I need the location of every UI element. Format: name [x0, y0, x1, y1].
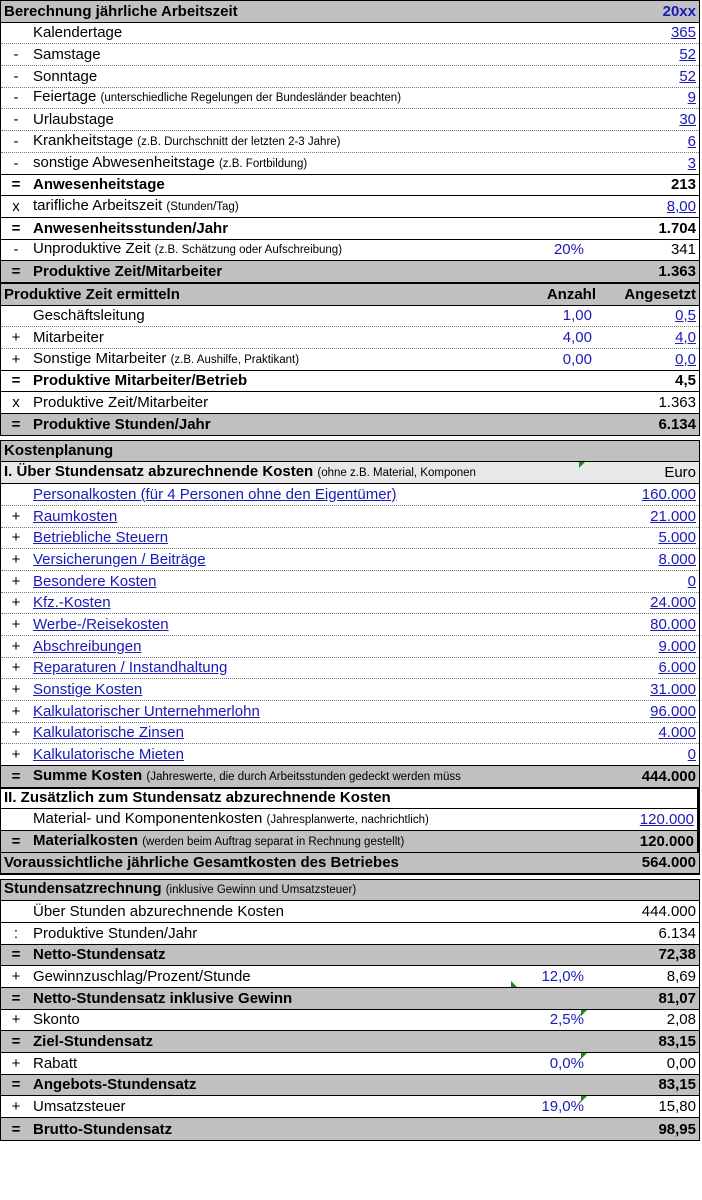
cost-link[interactable]: Kfz.-Kosten	[33, 594, 111, 612]
table-row: Geschäftsleitung 1,00 0,5	[1, 306, 699, 328]
cost-link[interactable]: Kalkulatorischer Unternehmerlohn	[33, 702, 260, 720]
result-row: = Ziel-Stundensatz 83,15	[1, 1031, 699, 1053]
section-header	[1, 1, 699, 23]
cost-link[interactable]: Reparaturen / Instandhaltung	[33, 659, 228, 677]
input-cell[interactable]: 4,00	[562, 329, 592, 346]
section-title: Stundensatzrechnung	[4, 880, 162, 898]
cost-link[interactable]: Sonstige Kosten	[33, 681, 143, 698]
section-arbeitszeit	[0, 0, 700, 283]
table-row: + Versicherungen / Beiträge 8.000	[1, 549, 699, 571]
table-row: + Raumkosten 21.000	[1, 506, 699, 528]
table-row: Material- und Komponentenkosten (Jahresplanwerte, nachrichtlich) 120.000	[1, 809, 699, 831]
cost-link[interactable]: Betriebliche Steuern	[33, 529, 169, 547]
result-row: = Netto-Stundensatz 72,38	[1, 945, 699, 967]
table-row: - Feiertage (unterschiedliche Regelungen der Bundesländer beachten) 9	[1, 88, 699, 110]
input-cell[interactable]: 96.000	[650, 702, 696, 720]
comment-marker-icon	[579, 462, 585, 468]
input-cell[interactable]: 120.000	[639, 811, 694, 829]
result-row: = Produktive Mitarbeiter/Betrieb 4,5	[1, 371, 699, 393]
input-cell[interactable]: 0,00	[562, 350, 592, 368]
table-row: + Mitarbeiter 4,00 4,0	[1, 327, 699, 349]
table-row: - Samstage 52	[1, 44, 699, 66]
table-row: + Gewinnzuschlag/Prozent/Stunde 12,0% 8,69	[1, 966, 699, 988]
cost-link[interactable]: Abschreibungen	[33, 637, 142, 655]
table-row: x tarifliche Arbeitszeit (Stunden/Tag) 8,00	[1, 196, 699, 218]
input-cell[interactable]: 1,00	[562, 307, 592, 325]
percent-input[interactable]: 19,0%	[541, 1098, 584, 1116]
result-row: = Materialkosten (werden beim Auftrag separat in Rechnung gestellt) 120.000	[1, 831, 699, 853]
section-title: Kostenplanung	[4, 442, 114, 460]
table-row: + Kalkulatorische Zinsen 4.000	[1, 723, 699, 745]
subsection-header: II. Zusätzlich zum Stundensatz abzurechnende Kosten	[1, 788, 699, 810]
result-row: = Summe Kosten (Jahreswerte, die durch Arbeitsstunden gedeckt werden müss 444.000	[1, 766, 699, 788]
section-title: Produktive Zeit ermitteln	[4, 285, 180, 303]
input-cell[interactable]: 52	[679, 67, 696, 85]
comment-marker-icon	[581, 1096, 587, 1102]
input-cell[interactable]: 160.000	[641, 485, 696, 503]
comment-marker-icon	[511, 981, 517, 987]
column-header-angesetzt: Angesetzt	[624, 285, 696, 303]
table-row	[1, 484, 699, 506]
table-row: x Produktive Zeit/Mitarbeiter 1.363	[1, 392, 699, 414]
table-row: - Unproduktive Zeit (z.B. Schätzung oder Aufschreibung) 20% 341	[1, 240, 699, 262]
table-row: + Betriebliche Steuern 5.000	[1, 528, 699, 550]
input-cell[interactable]: 21.000	[650, 507, 696, 525]
table-row: + Sonstige Kosten 31.000	[1, 679, 699, 701]
table-row: - sonstige Abwesenheitstage (z.B. Fortbildung) 3	[1, 153, 699, 175]
result-row: = Netto-Stundensatz inklusive Gewinn 81,07	[1, 988, 699, 1010]
cost-link[interactable]: Kalkulatorische Zinsen	[33, 724, 184, 742]
cost-link[interactable]: Personalkosten (für 4 Personen ohne den Eigentümer)	[33, 485, 397, 503]
input-cell[interactable]: 24.000	[650, 594, 696, 612]
table-row: + Reparaturen / Instandhaltung 6.000	[1, 658, 699, 680]
table-row: + Werbe-/Reisekosten 80.000	[1, 614, 699, 636]
result-row: = Brutto-Stundensatz 98,95	[1, 1118, 699, 1140]
input-cell[interactable]: 9.000	[658, 637, 696, 655]
table-row: - Urlaubstage 30	[1, 109, 699, 131]
input-cell[interactable]: 4.000	[658, 724, 696, 742]
table-row: + Abschreibungen 9.000	[1, 636, 699, 658]
section-kostenplanung	[0, 440, 700, 875]
percent-input[interactable]: 0,0%	[549, 1054, 584, 1072]
result-row: = Produktive Stunden/Jahr 6.134	[1, 414, 699, 436]
section-header	[1, 284, 699, 306]
table-row: Über Stunden abzurechnende Kosten 444.000	[1, 901, 699, 923]
result-row: = Anwesenheitsstunden/Jahr 1.704	[1, 218, 699, 240]
section-header: Stundensatzrechnung (inklusive Gewinn und Umsatzsteuer)	[1, 880, 699, 902]
cost-link[interactable]: Besondere Kosten	[33, 572, 157, 590]
input-cell[interactable]: 8,00	[666, 197, 696, 215]
input-cell[interactable]: 0	[687, 572, 696, 590]
table-row: + Besondere Kosten 0	[1, 571, 699, 593]
input-cell[interactable]: 31.000	[650, 681, 696, 698]
input-cell[interactable]: 0	[687, 746, 696, 764]
input-cell[interactable]: 6.000	[658, 659, 696, 677]
table-row: + Kfz.-Kosten 24.000	[1, 593, 699, 615]
input-cell[interactable]: 5.000	[658, 529, 696, 547]
year-cell[interactable]: 20xx	[662, 2, 696, 20]
comment-marker-icon	[581, 1010, 587, 1016]
input-cell[interactable]: 80.000	[650, 615, 696, 633]
subsection-header: I. Über Stundensatz abzurechnende Kosten (ohne z.B. Material, Komponen Euro	[1, 462, 699, 484]
cost-link[interactable]: Kalkulatorische Mieten	[33, 746, 184, 764]
percent-input[interactable]: 2,5%	[549, 1011, 584, 1029]
table-row: Kalendertage 365	[1, 23, 699, 45]
cost-link[interactable]: Raumkosten	[33, 507, 118, 525]
unit-label: Euro	[664, 464, 696, 482]
percent-input[interactable]: 12,0%	[541, 967, 584, 985]
input-cell[interactable]: 52	[679, 46, 696, 64]
section-stundensatz	[0, 879, 700, 1141]
comment-marker-icon	[581, 1053, 587, 1059]
section-title: Berechnung jährliche Arbeitszeit	[4, 2, 238, 20]
input-cell[interactable]: 8.000	[658, 550, 696, 568]
section-header	[1, 441, 699, 463]
column-header-anzahl: Anzahl	[546, 285, 596, 303]
table-row: + Kalkulatorische Mieten 0	[1, 744, 699, 766]
table-row: - Krankheitstage (z.B. Durchschnitt der letzten 2-3 Jahre) 6	[1, 131, 699, 153]
table-row: : Produktive Stunden/Jahr 6.134	[1, 923, 699, 945]
table-row: + Rabatt 0,0% 0,00	[1, 1053, 699, 1075]
table-row: + Sonstige Mitarbeiter (z.B. Aushilfe, Praktikant) 0,00 0,0	[1, 349, 699, 371]
input-cell[interactable]: 9	[687, 89, 696, 107]
percent-input[interactable]: 20%	[553, 241, 584, 259]
input-cell[interactable]: 3	[687, 154, 696, 172]
input-cell[interactable]: 365	[670, 24, 696, 42]
cost-link[interactable]: Versicherungen / Beiträge	[33, 550, 206, 568]
table-row: + Kalkulatorischer Unternehmerlohn 96.000	[1, 701, 699, 723]
table-row: + Skonto 2,5% 2,08	[1, 1010, 699, 1032]
input-cell[interactable]: 6	[687, 132, 696, 150]
result-row: = Anwesenheitstage 213	[1, 175, 699, 197]
table-row: + Umsatzsteuer 19,0% 15,80	[1, 1096, 699, 1118]
section-produktive-zeit	[0, 283, 700, 436]
result-row: = Produktive Zeit/Mitarbeiter 1.363	[1, 261, 699, 283]
total-row: Voraussichtliche jährliche Gesamtkosten des Betriebes 564.000	[1, 853, 699, 875]
table-row: - Sonntage 52	[1, 66, 699, 88]
cost-link[interactable]: Werbe-/Reisekosten	[33, 615, 169, 633]
result-row: = Angebots-Stundensatz 83,15	[1, 1075, 699, 1097]
input-cell[interactable]: 30	[679, 111, 696, 129]
